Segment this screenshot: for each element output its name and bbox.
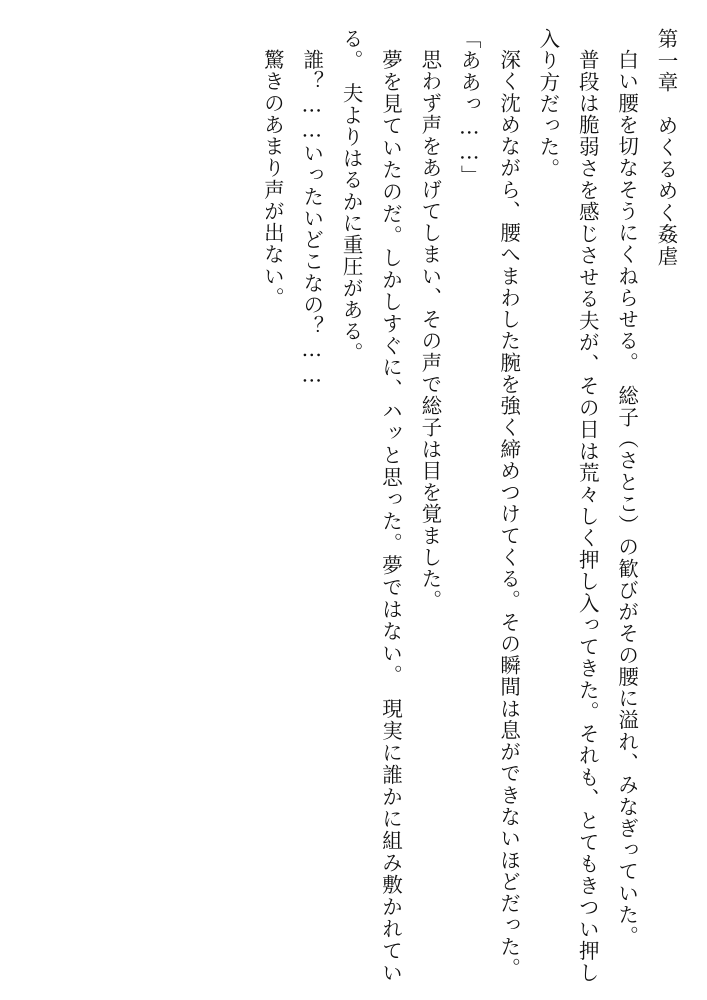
paragraph-dialogue: 「ああっ……」 [457, 28, 482, 187]
vertical-text-body [25, 28, 685, 983]
chapter-heading: 第一章 めくるめく姦虐 [654, 28, 678, 268]
paragraph-thought: 誰？……いったいどこなの？…… [299, 48, 324, 387]
paragraph: 深く沈めながら、腰へまわした腕を強く締めつけてくる。その瞬間は息ができないほどだった。 [496, 48, 521, 979]
paragraph: 普段は脆弱さを感じさせる夫が、その日は荒々しく押し入ってきた。それも、とてもきつい押し入り方だった。 [535, 28, 600, 983]
paragraph: 驚きのあまり声が出ない。 [260, 48, 285, 309]
paragraph: 思わず声をあげてしまい、その声で総子は目を覚ました。 [417, 48, 442, 611]
paragraph: 白い腰を切なそうにくねらせる。 総子（さとこ）の歓びがその腰に溢れ、みなぎっていた。 [614, 48, 639, 947]
paragraph: 夢を見ていたのだ。しかしすぐに、ハッと思った。夢ではない。 現実に誰かに組み敷かれている。 夫よりはるかに重圧がある。 [339, 28, 403, 983]
